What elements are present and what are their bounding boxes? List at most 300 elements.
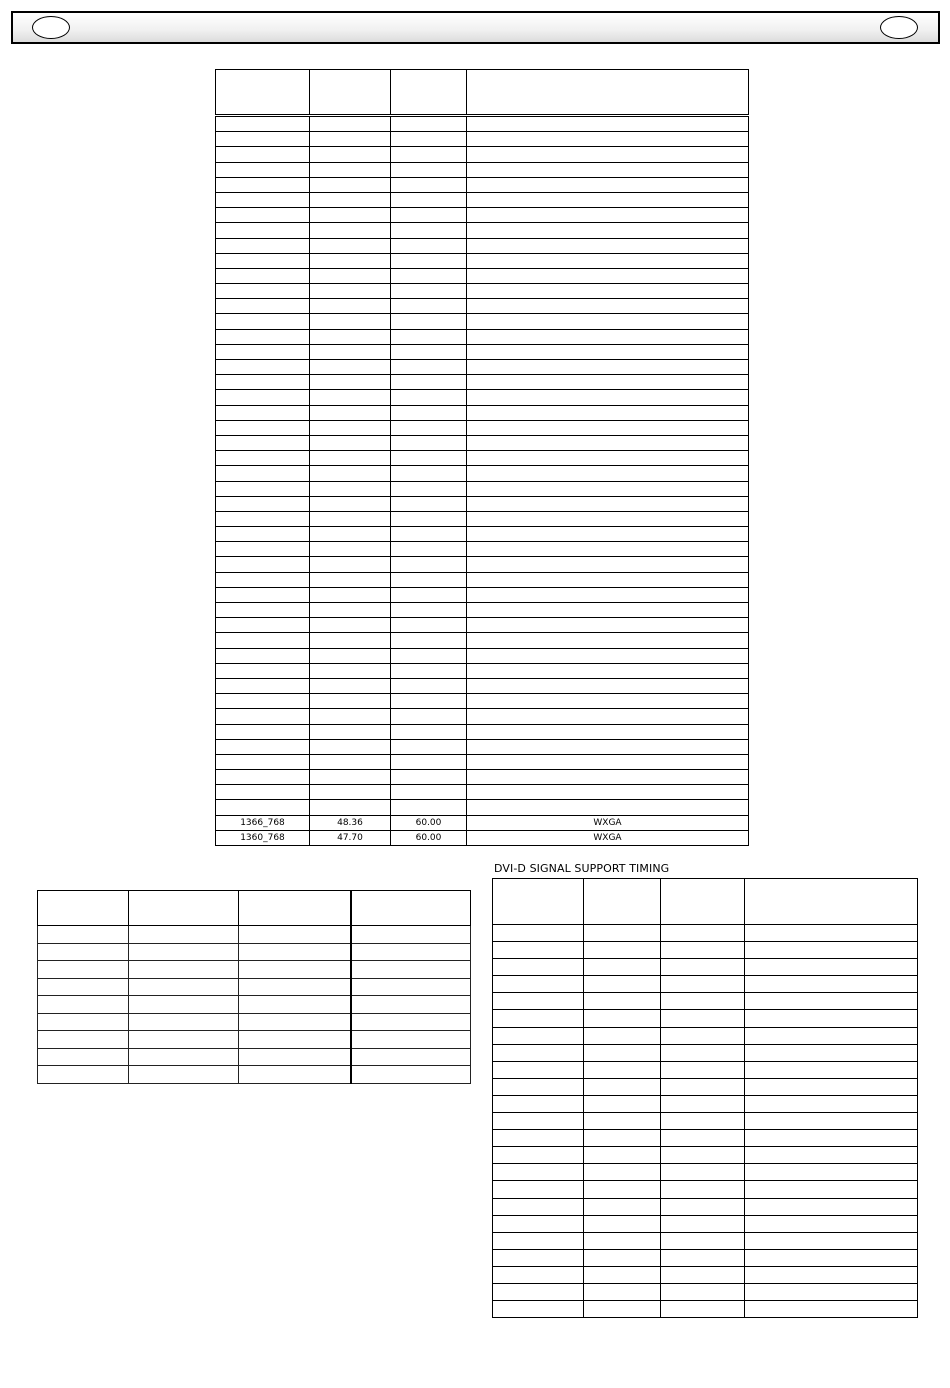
table-row bbox=[493, 1249, 918, 1266]
table-row bbox=[216, 496, 749, 511]
table-cell bbox=[391, 694, 467, 709]
table-cell bbox=[584, 1078, 661, 1095]
table-row bbox=[493, 959, 918, 976]
table-cell bbox=[38, 1066, 129, 1084]
table-cell bbox=[216, 648, 310, 663]
table-row bbox=[493, 1215, 918, 1232]
table-cell bbox=[661, 1010, 745, 1027]
table-cell bbox=[493, 1249, 584, 1266]
table-header-row bbox=[493, 879, 918, 925]
table-cell bbox=[745, 1283, 918, 1300]
table-cell bbox=[38, 1013, 129, 1031]
table-row bbox=[216, 542, 749, 557]
table-cell bbox=[467, 329, 749, 344]
table-cell bbox=[467, 542, 749, 557]
table-cell bbox=[391, 329, 467, 344]
table-cell bbox=[310, 284, 391, 299]
table-row bbox=[216, 299, 749, 314]
table-cell bbox=[745, 976, 918, 993]
table-cell bbox=[493, 1147, 584, 1164]
table-cell bbox=[129, 1013, 239, 1031]
table-cell bbox=[584, 1215, 661, 1232]
table-cell bbox=[745, 1198, 918, 1215]
table-cell bbox=[38, 926, 129, 944]
table-cell bbox=[661, 1095, 745, 1112]
table-cell bbox=[584, 1044, 661, 1061]
cell-v-freq: 60.00 bbox=[391, 830, 467, 845]
table-cell bbox=[493, 1078, 584, 1095]
table-row bbox=[38, 1048, 471, 1066]
language-badge-right bbox=[880, 16, 918, 39]
table-cell bbox=[493, 1283, 584, 1300]
table-row bbox=[38, 1013, 471, 1031]
table-cell bbox=[239, 978, 351, 996]
cell-h-freq: 47.70 bbox=[310, 830, 391, 845]
cell-standard: WXGA bbox=[467, 830, 749, 845]
table-row bbox=[216, 830, 749, 845]
table-cell bbox=[661, 959, 745, 976]
table-row bbox=[216, 603, 749, 618]
secondary-timing-table bbox=[37, 890, 471, 1084]
header-cell-mode bbox=[216, 70, 310, 116]
table-row bbox=[493, 1113, 918, 1130]
table-cell bbox=[351, 996, 471, 1014]
table-cell bbox=[216, 192, 310, 207]
table-row bbox=[216, 284, 749, 299]
table-cell bbox=[493, 1061, 584, 1078]
dvi-table-caption: DVI-D SIGNAL SUPPORT TIMING bbox=[494, 862, 670, 875]
table-cell bbox=[216, 116, 310, 132]
table-cell bbox=[493, 1198, 584, 1215]
table-row bbox=[216, 633, 749, 648]
table-cell bbox=[216, 754, 310, 769]
table-cell bbox=[310, 116, 391, 132]
table-cell bbox=[467, 572, 749, 587]
table-row bbox=[216, 451, 749, 466]
table-cell bbox=[310, 739, 391, 754]
table-row bbox=[493, 925, 918, 942]
table-cell bbox=[310, 451, 391, 466]
pc-signal-timing-table bbox=[215, 69, 749, 846]
table-cell bbox=[493, 1181, 584, 1198]
table-cell bbox=[745, 1181, 918, 1198]
table-row bbox=[216, 314, 749, 329]
table-cell bbox=[129, 926, 239, 944]
table-row bbox=[493, 1198, 918, 1215]
table-cell bbox=[310, 208, 391, 223]
table-cell bbox=[493, 1095, 584, 1112]
table-cell bbox=[467, 663, 749, 678]
table-cell bbox=[216, 694, 310, 709]
table-cell bbox=[467, 208, 749, 223]
table-row bbox=[216, 420, 749, 435]
table-cell bbox=[391, 223, 467, 238]
table-cell bbox=[584, 1010, 661, 1027]
table-cell bbox=[584, 1232, 661, 1249]
table-cell bbox=[391, 162, 467, 177]
table-cell bbox=[467, 527, 749, 542]
table-cell bbox=[467, 709, 749, 724]
table-cell bbox=[216, 390, 310, 405]
table-cell bbox=[467, 177, 749, 192]
table-cell bbox=[310, 299, 391, 314]
table-cell bbox=[38, 996, 129, 1014]
table-cell bbox=[216, 147, 310, 162]
table-cell bbox=[216, 162, 310, 177]
table-cell bbox=[661, 1147, 745, 1164]
header-cell-h-freq bbox=[310, 70, 391, 116]
table-cell bbox=[38, 978, 129, 996]
table-cell bbox=[216, 405, 310, 420]
header-cell bbox=[239, 891, 351, 926]
table-cell bbox=[310, 238, 391, 253]
table-cell bbox=[661, 1301, 745, 1318]
table-cell bbox=[129, 978, 239, 996]
table-cell bbox=[493, 942, 584, 959]
table-cell bbox=[467, 785, 749, 800]
table-cell bbox=[38, 1031, 129, 1049]
table-cell bbox=[216, 496, 310, 511]
table-cell bbox=[310, 481, 391, 496]
table-cell bbox=[216, 420, 310, 435]
cell-h-freq: 48.36 bbox=[310, 815, 391, 830]
table-cell bbox=[129, 996, 239, 1014]
table-cell bbox=[310, 375, 391, 390]
table-row bbox=[38, 1066, 471, 1084]
table-cell bbox=[216, 724, 310, 739]
table-row bbox=[493, 1061, 918, 1078]
table-cell bbox=[391, 238, 467, 253]
header-cell-standard bbox=[467, 70, 749, 116]
table-cell bbox=[661, 1215, 745, 1232]
table-row bbox=[38, 943, 471, 961]
table-cell bbox=[216, 208, 310, 223]
header-cell bbox=[745, 879, 918, 925]
table-cell bbox=[310, 268, 391, 283]
table-cell bbox=[310, 709, 391, 724]
table-header-row bbox=[38, 891, 471, 926]
table-row bbox=[216, 815, 749, 830]
table-cell bbox=[745, 1130, 918, 1147]
table-cell bbox=[216, 284, 310, 299]
table-cell bbox=[351, 978, 471, 996]
table-cell bbox=[391, 481, 467, 496]
table-cell bbox=[661, 925, 745, 942]
table-cell bbox=[310, 162, 391, 177]
table-cell bbox=[467, 223, 749, 238]
table-cell bbox=[661, 1061, 745, 1078]
table-cell bbox=[467, 390, 749, 405]
table-row bbox=[216, 572, 749, 587]
table-cell bbox=[391, 542, 467, 557]
table-cell bbox=[584, 1130, 661, 1147]
table-cell bbox=[391, 177, 467, 192]
table-cell bbox=[661, 993, 745, 1010]
table-cell bbox=[467, 420, 749, 435]
table-cell bbox=[239, 996, 351, 1014]
table-cell bbox=[745, 1078, 918, 1095]
table-cell bbox=[493, 976, 584, 993]
table-cell bbox=[493, 1027, 584, 1044]
table-cell bbox=[38, 961, 129, 979]
table-cell bbox=[584, 1181, 661, 1198]
table-cell bbox=[391, 754, 467, 769]
table-row bbox=[493, 1027, 918, 1044]
table-row bbox=[216, 557, 749, 572]
table-cell bbox=[351, 1048, 471, 1066]
table-header-row bbox=[216, 70, 749, 116]
table-cell bbox=[391, 709, 467, 724]
table-row bbox=[216, 511, 749, 526]
table-cell bbox=[467, 299, 749, 314]
table-cell bbox=[391, 192, 467, 207]
header-cell bbox=[584, 879, 661, 925]
table-cell bbox=[391, 360, 467, 375]
table-cell bbox=[661, 1044, 745, 1061]
table-cell bbox=[391, 253, 467, 268]
table-cell bbox=[745, 1095, 918, 1112]
table-row bbox=[493, 1283, 918, 1300]
table-row bbox=[493, 1130, 918, 1147]
table-cell bbox=[216, 177, 310, 192]
table-cell bbox=[391, 451, 467, 466]
table-cell bbox=[310, 132, 391, 147]
table-cell bbox=[391, 724, 467, 739]
table-cell bbox=[467, 116, 749, 132]
table-row bbox=[216, 405, 749, 420]
table-row bbox=[216, 648, 749, 663]
table-cell bbox=[584, 1095, 661, 1112]
table-cell bbox=[661, 1181, 745, 1198]
table-cell bbox=[310, 435, 391, 450]
table-cell bbox=[661, 976, 745, 993]
table-row bbox=[216, 223, 749, 238]
table-row bbox=[216, 770, 749, 785]
table-row bbox=[493, 993, 918, 1010]
table-cell bbox=[745, 1061, 918, 1078]
table-cell bbox=[216, 527, 310, 542]
table-cell bbox=[493, 925, 584, 942]
table-cell bbox=[584, 1113, 661, 1130]
table-cell bbox=[391, 147, 467, 162]
table-cell bbox=[467, 678, 749, 693]
table-cell bbox=[661, 1249, 745, 1266]
cell-standard: WXGA bbox=[467, 815, 749, 830]
table-cell bbox=[584, 1266, 661, 1283]
table-cell bbox=[745, 1113, 918, 1130]
table-cell bbox=[239, 926, 351, 944]
cell-v-freq: 60.00 bbox=[391, 815, 467, 830]
table-row bbox=[216, 147, 749, 162]
table-cell bbox=[239, 943, 351, 961]
table-cell bbox=[310, 557, 391, 572]
table-cell bbox=[745, 1010, 918, 1027]
table-cell bbox=[216, 268, 310, 283]
table-cell bbox=[584, 1283, 661, 1300]
table-cell bbox=[467, 147, 749, 162]
table-row bbox=[38, 1031, 471, 1049]
language-badge-left bbox=[32, 16, 70, 39]
cell-mode: 1360_768 bbox=[216, 830, 310, 845]
table-cell bbox=[745, 1147, 918, 1164]
table-cell bbox=[391, 557, 467, 572]
table-cell bbox=[216, 466, 310, 481]
table-row bbox=[216, 177, 749, 192]
table-cell bbox=[391, 785, 467, 800]
table-cell bbox=[745, 925, 918, 942]
table-row bbox=[216, 162, 749, 177]
table-cell bbox=[391, 435, 467, 450]
table-cell bbox=[216, 329, 310, 344]
table-cell bbox=[467, 603, 749, 618]
table-cell bbox=[216, 739, 310, 754]
table-cell bbox=[745, 1027, 918, 1044]
table-cell bbox=[310, 663, 391, 678]
table-row bbox=[216, 208, 749, 223]
table-cell bbox=[310, 314, 391, 329]
table-cell bbox=[584, 1027, 661, 1044]
table-row bbox=[493, 976, 918, 993]
table-cell bbox=[745, 959, 918, 976]
table-cell bbox=[310, 329, 391, 344]
table-cell bbox=[745, 942, 918, 959]
table-cell bbox=[493, 1044, 584, 1061]
table-cell bbox=[239, 1031, 351, 1049]
table-row bbox=[493, 1232, 918, 1249]
table-cell bbox=[745, 1215, 918, 1232]
table-cell bbox=[467, 268, 749, 283]
table-cell bbox=[310, 694, 391, 709]
table-cell bbox=[216, 451, 310, 466]
table-cell bbox=[467, 618, 749, 633]
table-cell bbox=[216, 709, 310, 724]
table-cell bbox=[661, 942, 745, 959]
table-cell bbox=[216, 435, 310, 450]
table-row bbox=[38, 961, 471, 979]
table-cell bbox=[239, 1048, 351, 1066]
table-cell bbox=[310, 177, 391, 192]
table-cell bbox=[661, 1266, 745, 1283]
table-cell bbox=[391, 208, 467, 223]
table-cell bbox=[467, 754, 749, 769]
table-cell bbox=[467, 770, 749, 785]
table-cell bbox=[467, 557, 749, 572]
table-row bbox=[216, 663, 749, 678]
table-cell bbox=[391, 633, 467, 648]
table-cell bbox=[467, 633, 749, 648]
table-cell bbox=[391, 587, 467, 602]
table-cell bbox=[745, 1249, 918, 1266]
header-cell bbox=[493, 879, 584, 925]
table-row bbox=[216, 360, 749, 375]
table-row bbox=[493, 942, 918, 959]
table-cell bbox=[129, 1066, 239, 1084]
table-cell bbox=[391, 527, 467, 542]
table-cell bbox=[391, 405, 467, 420]
table-cell bbox=[467, 481, 749, 496]
table-row bbox=[216, 466, 749, 481]
table-cell bbox=[310, 785, 391, 800]
table-cell bbox=[391, 678, 467, 693]
table-row bbox=[38, 996, 471, 1014]
table-row bbox=[493, 1078, 918, 1095]
table-cell bbox=[216, 785, 310, 800]
table-cell bbox=[351, 926, 471, 944]
table-cell bbox=[467, 587, 749, 602]
table-cell bbox=[310, 466, 391, 481]
table-cell bbox=[391, 800, 467, 815]
table-row bbox=[493, 1147, 918, 1164]
table-cell bbox=[310, 253, 391, 268]
table-cell bbox=[391, 603, 467, 618]
table-row bbox=[216, 618, 749, 633]
header-cell bbox=[661, 879, 745, 925]
table-cell bbox=[467, 253, 749, 268]
table-row bbox=[216, 709, 749, 724]
table-row bbox=[216, 754, 749, 769]
table-cell bbox=[216, 572, 310, 587]
table-row bbox=[216, 800, 749, 815]
table-cell bbox=[391, 390, 467, 405]
table-row bbox=[216, 587, 749, 602]
table-cell bbox=[391, 420, 467, 435]
table-cell bbox=[239, 1013, 351, 1031]
header-cell bbox=[351, 891, 471, 926]
table-cell bbox=[493, 1113, 584, 1130]
table-cell bbox=[391, 663, 467, 678]
table-row bbox=[493, 1044, 918, 1061]
table-cell bbox=[467, 451, 749, 466]
header-cell-v-freq bbox=[391, 70, 467, 116]
table-cell bbox=[467, 724, 749, 739]
table-cell bbox=[310, 344, 391, 359]
table-cell bbox=[216, 132, 310, 147]
table-cell bbox=[310, 542, 391, 557]
table-cell bbox=[310, 360, 391, 375]
table-row bbox=[216, 132, 749, 147]
table-cell bbox=[493, 1232, 584, 1249]
table-cell bbox=[661, 1164, 745, 1181]
table-cell bbox=[467, 314, 749, 329]
table-cell bbox=[391, 511, 467, 526]
table-cell bbox=[584, 1164, 661, 1181]
table-cell bbox=[216, 299, 310, 314]
table-cell bbox=[391, 284, 467, 299]
table-cell bbox=[661, 1078, 745, 1095]
table-row bbox=[493, 1010, 918, 1027]
table-cell bbox=[467, 375, 749, 390]
table-cell bbox=[493, 959, 584, 976]
table-cell bbox=[216, 678, 310, 693]
table-row bbox=[216, 116, 749, 132]
table-cell bbox=[216, 603, 310, 618]
table-cell bbox=[310, 648, 391, 663]
table-cell bbox=[467, 496, 749, 511]
table-cell bbox=[351, 943, 471, 961]
table-cell bbox=[467, 694, 749, 709]
table-row bbox=[493, 1266, 918, 1283]
table-cell bbox=[310, 223, 391, 238]
table-cell bbox=[391, 572, 467, 587]
table-cell bbox=[239, 961, 351, 979]
table-cell bbox=[493, 1266, 584, 1283]
table-cell bbox=[310, 678, 391, 693]
table-row bbox=[216, 253, 749, 268]
table-cell bbox=[216, 360, 310, 375]
table-cell bbox=[310, 496, 391, 511]
table-row bbox=[216, 481, 749, 496]
table-cell bbox=[584, 925, 661, 942]
